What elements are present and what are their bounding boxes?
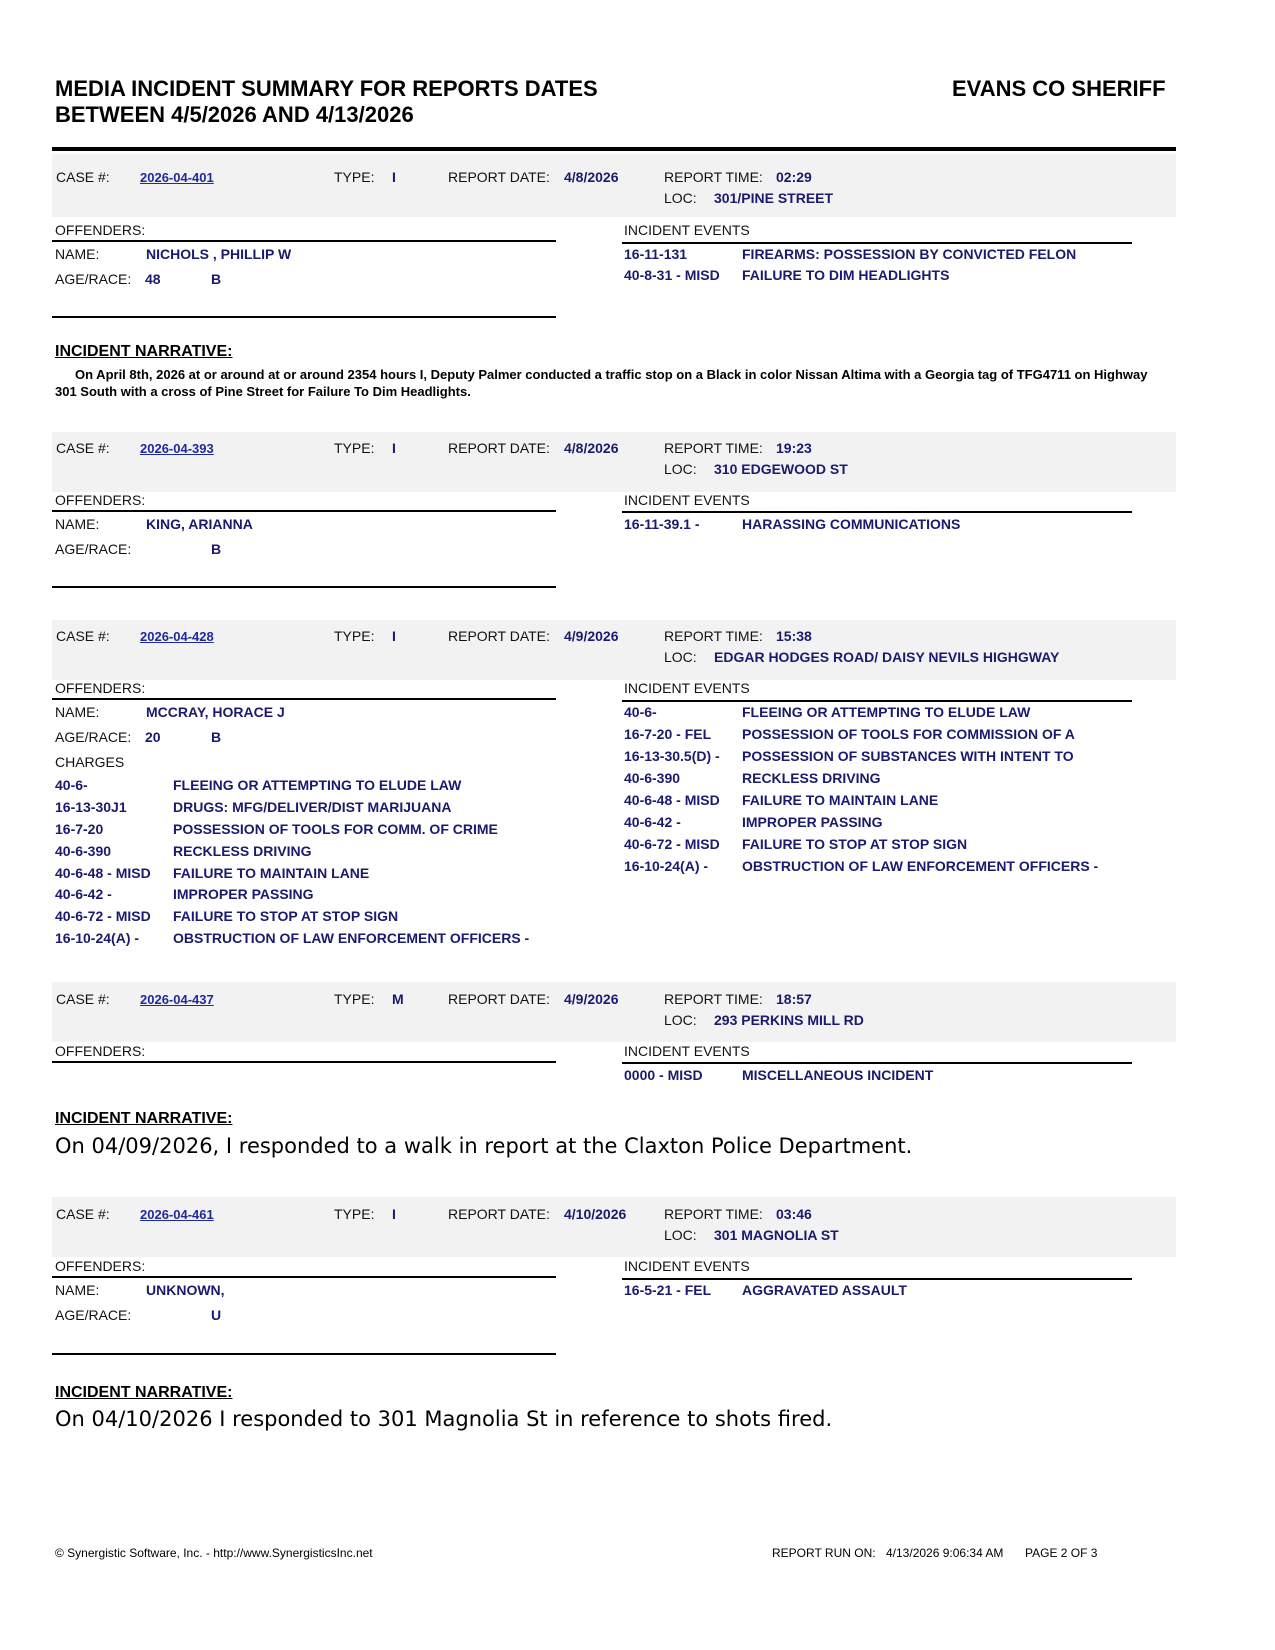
- offenders-divider: [52, 698, 556, 700]
- charge-code: 16-13-30J1: [55, 799, 127, 815]
- charge-code: 40-6-48 - MISD: [55, 865, 151, 881]
- case-number-link[interactable]: 2026-04-401: [140, 170, 214, 185]
- event-desc: FAILURE TO STOP AT STOP SIGN: [742, 836, 968, 852]
- charge-code: 16-7-20: [55, 821, 104, 837]
- incident-events-label: INCIDENT EVENTS: [624, 222, 750, 238]
- offender-race: U: [211, 1307, 222, 1323]
- loc-label: LOC:: [664, 461, 697, 477]
- report-date-value: 4/8/2026: [564, 169, 619, 185]
- type-label: TYPE:: [334, 169, 375, 185]
- offender-age: 20: [145, 729, 161, 745]
- charge-code: 16-10-24(A) -: [55, 930, 140, 946]
- charge-code: 40-6-72 - MISD: [55, 908, 151, 924]
- charge-desc: IMPROPER PASSING: [173, 886, 314, 902]
- event-desc: FLEEING OR ATTEMPTING TO ELUDE LAW: [742, 704, 1031, 720]
- age-race-label: AGE/RACE:: [55, 541, 132, 557]
- type-value: I: [392, 628, 396, 644]
- incident-events-label: INCIDENT EVENTS: [624, 1043, 750, 1059]
- event-code: 16-7-20 - FEL: [624, 726, 712, 742]
- event-code: 40-6-: [624, 704, 657, 720]
- report-title: [55, 76, 598, 128]
- report-date-value: 4/10/2026: [564, 1206, 627, 1222]
- header-divider: [52, 147, 1176, 151]
- case-number-link[interactable]: 2026-04-461: [140, 1207, 214, 1222]
- event-code: 40-6-42 -: [624, 814, 681, 830]
- event-code: 16-13-30.5(D) -: [624, 748, 720, 764]
- offenders-bottom-divider: [52, 316, 556, 318]
- offenders-label: OFFENDERS:: [55, 680, 146, 696]
- events-divider: [622, 1278, 1132, 1280]
- event-code: 40-6-48 - MISD: [624, 792, 720, 808]
- narrative-heading: INCIDENT NARRATIVE:: [55, 343, 233, 360]
- event-desc: FIREARMS: POSSESSION BY CONVICTED FELON: [742, 246, 1077, 262]
- offenders-bottom-divider: [52, 1353, 556, 1355]
- offenders-bottom-divider: [52, 586, 556, 588]
- loc-value: 293 PERKINS MILL RD: [714, 1012, 864, 1028]
- charge-desc: FAILURE TO MAINTAIN LANE: [173, 865, 370, 881]
- charges-label: CHARGES: [55, 754, 125, 770]
- offenders-label: OFFENDERS:: [55, 222, 146, 238]
- charge-desc: FLEEING OR ATTEMPTING TO ELUDE LAW: [173, 777, 462, 793]
- report-time-value: 18:57: [776, 991, 812, 1007]
- charge-desc: POSSESSION OF TOOLS FOR COMM. OF CRIME: [173, 821, 498, 837]
- offender-race: B: [211, 729, 222, 745]
- report-time-label: REPORT TIME:: [664, 1206, 763, 1222]
- report-run-label: REPORT RUN ON:: [772, 1546, 876, 1560]
- event-desc: RECKLESS DRIVING: [742, 770, 881, 786]
- offender-name: NICHOLS , PHILLIP W: [146, 246, 292, 262]
- incident-events-label: INCIDENT EVENTS: [624, 1258, 750, 1274]
- offenders-label: OFFENDERS:: [55, 1258, 146, 1274]
- event-desc: AGGRAVATED ASSAULT: [742, 1282, 907, 1298]
- loc-value: 310 EDGEWOOD ST: [714, 461, 848, 477]
- event-desc: FAILURE TO DIM HEADLIGHTS: [742, 267, 950, 283]
- event-code: 16-5-21 - FEL: [624, 1282, 712, 1298]
- loc-value: EDGAR HODGES ROAD/ DAISY NEVILS HIGHGWAY: [714, 649, 1060, 665]
- offenders-divider: [52, 510, 556, 512]
- report-date-value: 4/9/2026: [564, 628, 619, 644]
- type-label: TYPE:: [334, 1206, 375, 1222]
- event-desc: OBSTRUCTION OF LAW ENFORCEMENT OFFICERS -: [742, 858, 1099, 874]
- narrative-heading: INCIDENT NARRATIVE:: [55, 1384, 233, 1401]
- charge-desc: DRUGS: MFG/DELIVER/DIST MARIJUANA: [173, 799, 452, 815]
- narrative-text: On 04/09/2026, I responded to a walk in report at the Claxton Police Department.: [55, 1134, 913, 1158]
- offender-age: 48: [145, 271, 161, 287]
- offenders-divider: [52, 240, 556, 242]
- type-label: TYPE:: [334, 440, 375, 456]
- case-label: CASE #:: [56, 169, 110, 185]
- event-code: 40-6-390: [624, 770, 681, 786]
- events-divider: [622, 1062, 1132, 1064]
- charge-code: 40-6-390: [55, 843, 112, 859]
- charge-desc: RECKLESS DRIVING: [173, 843, 312, 859]
- case-label: CASE #:: [56, 628, 110, 644]
- case-label: CASE #:: [56, 1206, 110, 1222]
- event-code: 40-8-31 - MISD: [624, 267, 720, 283]
- name-label: NAME:: [55, 1282, 100, 1298]
- loc-value: 301 MAGNOLIA ST: [714, 1227, 839, 1243]
- events-divider: [622, 511, 1132, 513]
- name-label: NAME:: [55, 516, 100, 532]
- report-date-label: REPORT DATE:: [448, 440, 550, 456]
- type-label: TYPE:: [334, 991, 375, 1007]
- incident-events-label: INCIDENT EVENTS: [624, 492, 750, 508]
- report-time-value: 02:29: [776, 169, 812, 185]
- case-number-link[interactable]: 2026-04-428: [140, 629, 214, 644]
- offender-name: MCCRAY, HORACE J: [146, 704, 285, 720]
- offender-race: B: [211, 541, 222, 557]
- charge-code: 40-6-42 -: [55, 886, 112, 902]
- report-date-label: REPORT DATE:: [448, 169, 550, 185]
- type-value: M: [392, 991, 404, 1007]
- event-desc: POSSESSION OF SUBSTANCES WITH INTENT TO: [742, 748, 1074, 764]
- loc-label: LOC:: [664, 649, 697, 665]
- name-label: NAME:: [55, 246, 100, 262]
- report-time-label: REPORT TIME:: [664, 991, 763, 1007]
- age-race-label: AGE/RACE:: [55, 271, 132, 287]
- report-time-value: 03:46: [776, 1206, 812, 1222]
- events-divider: [622, 242, 1132, 244]
- loc-label: LOC:: [664, 190, 697, 206]
- type-value: I: [392, 169, 396, 185]
- offenders-divider: [52, 1276, 556, 1278]
- report-title-line1: MEDIA INCIDENT SUMMARY FOR REPORTS DATES: [55, 76, 598, 101]
- event-code: 40-6-72 - MISD: [624, 836, 720, 852]
- event-code: 0000 - MISD: [624, 1067, 703, 1083]
- type-value: I: [392, 440, 396, 456]
- case-header-band: [52, 154, 1176, 217]
- case-number-link[interactable]: 2026-04-393: [140, 441, 214, 456]
- event-desc: POSSESSION OF TOOLS FOR COMMISSION OF A: [742, 726, 1075, 742]
- charge-desc: OBSTRUCTION OF LAW ENFORCEMENT OFFICERS -: [173, 930, 530, 946]
- event-desc: IMPROPER PASSING: [742, 814, 883, 830]
- type-value: I: [392, 1206, 396, 1222]
- event-desc: MISCELLANEOUS INCIDENT: [742, 1067, 934, 1083]
- event-code: 16-10-24(A) -: [624, 858, 709, 874]
- offender-name: KING, ARIANNA: [146, 516, 253, 532]
- age-race-label: AGE/RACE:: [55, 729, 132, 745]
- report-run-value: 4/13/2026 9:06:34 AM: [886, 1546, 1004, 1560]
- offender-race: B: [211, 271, 222, 287]
- charge-code: 40-6-: [55, 777, 88, 793]
- name-label: NAME:: [55, 704, 100, 720]
- narrative-text: On 04/10/2026 I responded to 301 Magnolia St in reference to shots fired.: [55, 1407, 833, 1431]
- type-label: TYPE:: [334, 628, 375, 644]
- case-label: CASE #:: [56, 991, 110, 1007]
- narrative-text: On April 8th, 2026 at or around at or around 2354 hours I, Deputy Palmer conducted a traffic stop on a Black in color Nissan Altima with a Georgia tag of TFG4711 on Highway 301 South with a cross of Pine Street for Failure To Dim Headlights.: [55, 367, 1148, 399]
- event-desc: FAILURE TO MAINTAIN LANE: [742, 792, 939, 808]
- narrative-heading: INCIDENT NARRATIVE:: [55, 1110, 233, 1127]
- agency-name: EVANS CO SHERIFF: [952, 76, 1166, 101]
- case-label: CASE #:: [56, 440, 110, 456]
- report-date-value: 4/8/2026: [564, 440, 619, 456]
- incident-events-label: INCIDENT EVENTS: [624, 680, 750, 696]
- page-number: PAGE 2 OF 3: [1025, 1546, 1098, 1560]
- events-divider: [622, 700, 1132, 702]
- loc-label: LOC:: [664, 1227, 697, 1243]
- report-date-label: REPORT DATE:: [448, 991, 550, 1007]
- report-title-line2: BETWEEN 4/5/2026 AND 4/13/2026: [55, 102, 414, 127]
- report-time-label: REPORT TIME:: [664, 169, 763, 185]
- event-code: 16-11-131: [624, 246, 688, 262]
- report-time-label: REPORT TIME:: [664, 440, 763, 456]
- offenders-divider: [52, 1061, 556, 1063]
- loc-label: LOC:: [664, 1012, 697, 1028]
- report-date-label: REPORT DATE:: [448, 628, 550, 644]
- loc-value: 301/PINE STREET: [714, 190, 834, 206]
- footer-copyright: © Synergistic Software, Inc. - http://www.SynergisticsInc.net: [55, 1546, 373, 1560]
- event-desc: HARASSING COMMUNICATIONS: [742, 516, 961, 532]
- age-race-label: AGE/RACE:: [55, 1307, 132, 1323]
- report-time-value: 19:23: [776, 440, 812, 456]
- report-date-value: 4/9/2026: [564, 991, 619, 1007]
- report-time-label: REPORT TIME:: [664, 628, 763, 644]
- offenders-label: OFFENDERS:: [55, 1043, 146, 1059]
- event-code: 16-11-39.1 -: [624, 516, 700, 532]
- charge-desc: FAILURE TO STOP AT STOP SIGN: [173, 908, 399, 924]
- case-number-link[interactable]: 2026-04-437: [140, 992, 214, 1007]
- offender-name: UNKNOWN,: [146, 1282, 225, 1298]
- report-time-value: 15:38: [776, 628, 812, 644]
- report-date-label: REPORT DATE:: [448, 1206, 550, 1222]
- offenders-label: OFFENDERS:: [55, 492, 146, 508]
